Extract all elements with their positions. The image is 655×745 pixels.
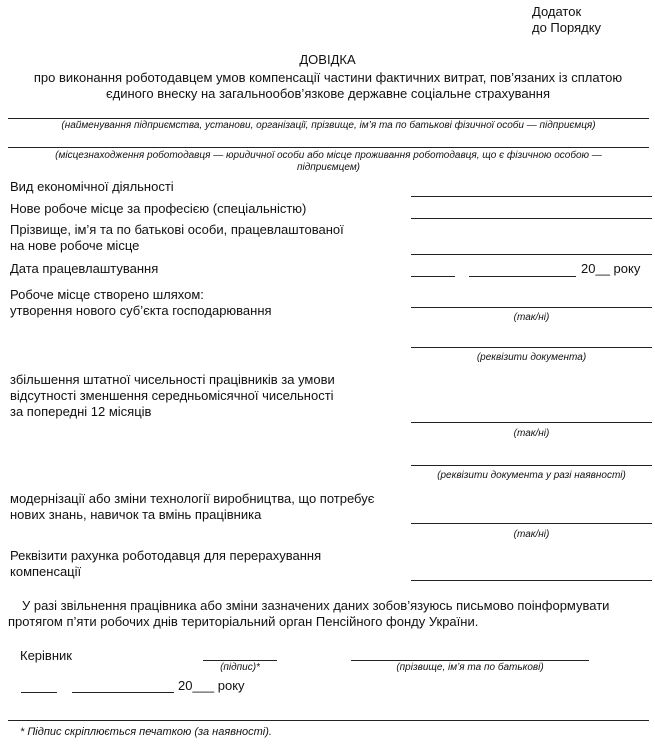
account-label-line2: компенсації — [10, 564, 82, 579]
signature-day-line[interactable] — [21, 692, 57, 693]
footnote-divider — [8, 720, 649, 721]
head-name-hint: (прізвище, ім’я та по батькові) — [396, 662, 544, 673]
commitment-line1: У разі звільнення працівника або зміни зазначених даних зобов’язуюсь письмово поінформувати — [22, 598, 610, 613]
document-details-line-2[interactable] — [411, 465, 652, 466]
account-label-line1: Реквізити рахунка роботодавця для перерахування — [10, 548, 322, 563]
created-by-label: Робоче місце створено шляхом: — [10, 287, 204, 302]
employment-month-line[interactable] — [469, 276, 576, 277]
option-modernization-line1: модернізації або зміни технології виробництва, що потребує — [10, 491, 375, 506]
document-subtitle-line1: про виконання роботодавцем умов компенсації частини фактичних витрат, пов’язаних із сплатою — [33, 70, 623, 85]
yes-no-hint-3: (так/ні) — [513, 529, 550, 540]
footnote: * Підпис скріплюється печаткою (за наявності). — [20, 726, 272, 738]
document-subtitle-line2: єдиного внеску на загальнообов’язкове державне соціальне страхування — [106, 86, 550, 101]
document-details-line-1[interactable] — [411, 347, 652, 348]
document-details-hint-2: (реквізити документа у разі наявності) — [437, 470, 626, 481]
activity-line[interactable] — [411, 196, 652, 197]
commitment-line2: протягом п’яти робочих днів територіальний орган Пенсійного фонду України. — [8, 614, 479, 629]
yes-no-hint-1: (так/ні) — [513, 312, 550, 323]
signature-line[interactable] — [203, 660, 277, 661]
employer-name-hint: (найменування підприємства, установи, організації, прізвище, ім’я та по батькові фізичної особи — підприємця) — [61, 120, 596, 131]
signature-hint: (підпис)* — [220, 662, 260, 673]
appendix-reference: до Порядку — [532, 20, 602, 35]
document-details-hint-1: (реквізити документа) — [476, 352, 587, 363]
activity-label: Вид економічної діяльності — [10, 179, 174, 194]
document-title: ДОВІДКА — [299, 52, 356, 67]
option-staff-increase-line[interactable] — [411, 422, 652, 423]
option-staff-increase-line3: за попередні 12 місяців — [10, 404, 152, 419]
employer-location-line[interactable] — [8, 147, 649, 148]
employee-line[interactable] — [411, 254, 652, 255]
profession-label: Нове робоче місце за професією (спеціальністю) — [10, 201, 307, 216]
employment-year: 20__ року — [581, 261, 641, 276]
option-staff-increase-line1: збільшення штатної чисельності працівників за умови — [10, 372, 335, 387]
option-new-entity-line[interactable] — [411, 307, 652, 308]
yes-no-hint-2: (так/ні) — [513, 428, 550, 439]
head-name-line[interactable] — [351, 660, 589, 661]
employment-date-label: Дата працевлаштування — [10, 261, 159, 276]
employer-name-line[interactable] — [8, 118, 649, 119]
signature-month-line[interactable] — [72, 692, 174, 693]
option-staff-increase-line2: відсутності зменшення середньомісячної чисельності — [10, 388, 334, 403]
head-label: Керівник — [20, 648, 72, 663]
employee-label-line2: на нове робоче місце — [10, 238, 140, 253]
employee-label-line1: Прізвище, ім’я та по батькові особи, працевлаштованої — [10, 222, 344, 237]
employer-location-hint-line2: підприємцем) — [296, 162, 361, 173]
option-modernization-line2: нових знань, навичок та вмінь працівника — [10, 507, 262, 522]
signature-year: 20___ року — [178, 678, 245, 693]
employer-location-hint-line1: (місцезнаходження роботодавця — юридичної особи або місце проживання роботодавця, що є фізичною особою — — [55, 150, 602, 161]
appendix-label: Додаток — [532, 4, 582, 19]
employment-day-line[interactable] — [411, 276, 455, 277]
account-line[interactable] — [411, 580, 652, 581]
option-new-entity-label: утворення нового суб’єкта господарювання — [10, 303, 272, 318]
option-modernization-line[interactable] — [411, 523, 652, 524]
profession-line[interactable] — [411, 218, 652, 219]
